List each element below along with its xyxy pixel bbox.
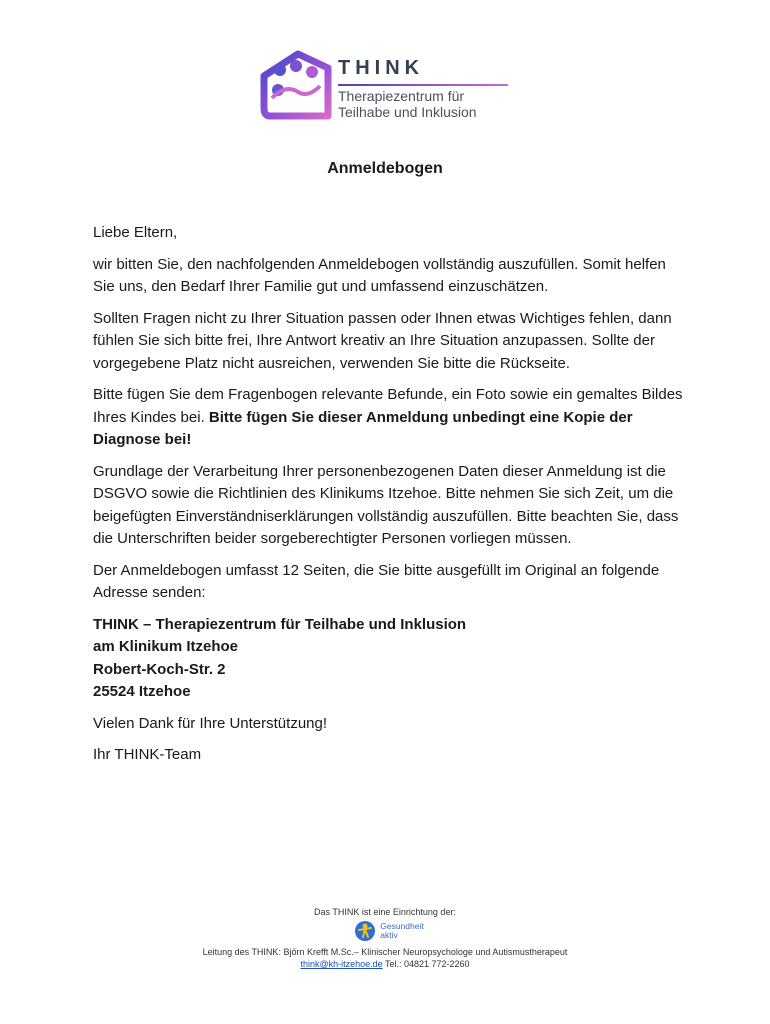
paragraph-privacy: Grundlage der Verarbeitung Ihrer personenbezogenen Daten dieser Anmeldung ist die DSGVO sowie die Richtlinien des Klinikums Itzehoe. Bitte nehmen Sie sich Zeit, um die beigefügten Einverständniserklärungen vollständig auszufüllen. Bitte beachten Sie, dass die Unterschriften beider sorgeberechtigter Personen vorliegen müssen. bbox=[93, 462, 679, 547]
logo-wordmark: THINK bbox=[338, 57, 425, 79]
gesundheit-aktiv-logo bbox=[354, 920, 423, 942]
gesundheit-aktiv-icon bbox=[354, 920, 376, 942]
address-line-1: THINK – Therapiezentrum für Teilhabe und Inklusion bbox=[93, 615, 467, 633]
paragraph-questions: Sollten Fragen nicht zu Ihrer Situation passen oder Ihnen etwas Wichtiges fehlen, dann fühlen Sie sich bitte frei, Ihre Antwort kreativ an Ihre Situation anzupassen. Sollte der vorgegebene Platz nicht ausreichen, verwenden Sie bitte die Rückseite. bbox=[93, 309, 672, 372]
leadership-text: Leitung des THINK: Björn Krefft M.Sc.– Klinischer Neuropsychologe und Autismustherapeut bbox=[202, 947, 568, 957]
address-line-4: 25524 Itzehoe bbox=[93, 683, 191, 700]
signoff-text: Ihr THINK-Team bbox=[93, 746, 202, 763]
paragraph-intro: wir bitten Sie, den nachfolgenden Anmeldebogen vollständig auszufüllen. Somit helfen Sie uns, den Bedarf Ihrer Familie gut und umfassend einzuschätzen. bbox=[93, 255, 666, 295]
partner-line-2: aktiv bbox=[380, 930, 398, 940]
partner-line-1: Gesundheit bbox=[380, 921, 424, 931]
greeting: Liebe Eltern, bbox=[93, 224, 178, 241]
thanks-text: Vielen Dank für Ihre Unterstützung! bbox=[93, 714, 328, 732]
contact-line bbox=[0, 958, 770, 970]
letter-body bbox=[93, 222, 683, 776]
think-logo-icon bbox=[258, 46, 338, 126]
document-title: Anmeldebogen bbox=[327, 160, 443, 177]
logo-subtitle-line2: Teilhabe und Inklusion bbox=[338, 104, 477, 120]
diagnosis-notice: Bitte fügen Sie dieser Anmeldung unbedingt eine Kopie der Diagnose bei! bbox=[93, 408, 633, 448]
footer bbox=[0, 906, 770, 970]
logo-divider bbox=[338, 84, 508, 86]
email-link[interactable]: think@kh-itzehoe.de bbox=[300, 959, 383, 969]
paragraph-pages: Der Anmeldebogen umfasst 12 Seiten, die Sie bitte ausgefüllt im Original an folgende Adresse senden: bbox=[93, 561, 660, 601]
address-line-2: am Klinikum Itzehoe bbox=[93, 638, 239, 655]
phone-text: Tel.: 04821 772-2260 bbox=[384, 959, 470, 969]
logo-subtitle bbox=[338, 88, 477, 120]
paragraph-attachments bbox=[93, 384, 683, 452]
logo-subtitle-line1: Therapiezentrum für bbox=[338, 88, 465, 104]
institution-text: Das THINK ist eine Einrichtung der: bbox=[314, 907, 456, 917]
postal-address bbox=[93, 614, 683, 704]
attachments-text: Bitte fügen Sie dem Fragenbogen relevante Befunde, ein Foto sowie ein gemaltes Bildes Ihres Kindes bei. bbox=[93, 386, 683, 426]
think-logo bbox=[258, 46, 518, 128]
address-line-3: Robert-Koch-Str. 2 bbox=[93, 660, 226, 678]
